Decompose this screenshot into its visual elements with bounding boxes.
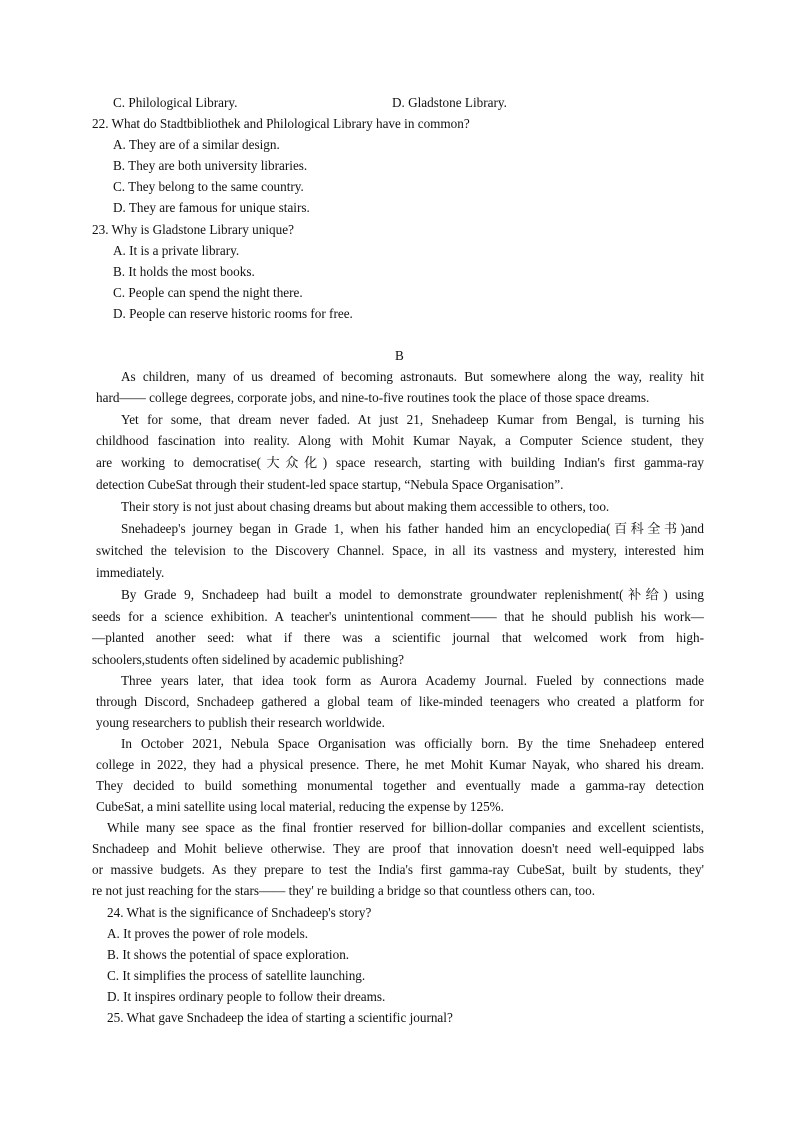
- passage-line: In October 2021, Nebula Space Organisation was officially born. By the time Snehadeep entered: [121, 736, 704, 751]
- answer-option: A. It proves the power of role models.: [107, 926, 309, 941]
- passage-line: hard—— college degrees, corporate jobs, and nine-to-five routines took the place of those space dreams.: [96, 390, 650, 405]
- passage-line: Yet for some, that dream never faded. At just 21, Snehadeep Kumar from Bengal, is turning his: [121, 412, 704, 427]
- answer-option: C. People can spend the night there.: [113, 284, 303, 300]
- passage-line: are working to democratise(大众化) space research, starting with building Indian's first gamma-ray: [96, 455, 704, 470]
- answer-option: C. They belong to the same country.: [113, 179, 304, 195]
- question-25: 25. What gave Snchadeep the idea of starting a scientific journal?: [107, 1010, 453, 1025]
- answer-option: B. It holds the most books.: [113, 263, 255, 279]
- passage-line: seeds for a science exhibition. A teacher's unintentional comment—— that he should publish his work—: [92, 609, 704, 624]
- passage-line: Their story is not just about chasing dreams but about making them accessible to others, too.: [121, 499, 610, 514]
- passage-line: young researchers to publish their research worldwide.: [96, 715, 385, 730]
- answer-option: D. It inspires ordinary people to follow their dreams.: [107, 989, 386, 1004]
- option-d: D. Gladstone Library.: [392, 95, 507, 110]
- passage-line: or massive budgets. As they prepare to test the India's first gamma-ray CubeSat, built by students, they': [92, 862, 704, 877]
- passage-line: switched the television to the Discovery Channel. Space, in all its vastness and mystery, interested him: [96, 543, 704, 558]
- passage-line: By Grade 9, Snchadeep had built a model to demonstrate groundwater replenishment(补给) using: [121, 587, 704, 602]
- answer-option: D. People can reserve historic rooms for free.: [113, 305, 353, 321]
- answer-option: B. It shows the potential of space exploration.: [107, 947, 350, 962]
- question-24: 24. What is the significance of Snchadeep's story?: [107, 905, 372, 920]
- passage-line: through Discord, Snchadeep gathered a global team of like-minded teenagers who created a platform for: [96, 694, 704, 709]
- passage-line: immediately.: [96, 565, 165, 580]
- passage-line: Three years later, that idea took form as Aurora Academy Journal. Fueled by connections made: [121, 673, 704, 688]
- answer-option: B. They are both university libraries.: [113, 158, 308, 174]
- passage-heading: B: [395, 348, 404, 363]
- answer-option: D. They are famous for unique stairs.: [113, 200, 310, 216]
- passage-line: Snchadeep and Mohit believe otherwise. They are proof that innovation doesn't need well-equipped labs: [92, 841, 704, 856]
- answer-option: C. It simplifies the process of satellite launching.: [107, 968, 366, 983]
- question-23: 23. Why is Gladstone Library unique?: [92, 221, 294, 237]
- passage-line: childhood fascination into reality. Along with Mohit Kumar Nayak, a Computer Science student, they: [96, 433, 704, 448]
- passage-line: Snehadeep's journey began in Grade 1, when his father handed him an encyclopedia(百科全书)and: [121, 521, 704, 536]
- passage-line: While many see space as the final frontier reserved for billion-dollar companies and excellent scientists,: [107, 820, 704, 835]
- question-22: 22. What do Stadtbibliothek and Philological Library have in common?: [92, 116, 470, 131]
- option-c: C. Philological Library.: [113, 95, 238, 110]
- passage-line: They decided to build something monumental together and eventually made a gamma-ray detection: [96, 778, 704, 793]
- passage-line: detection CubeSat through their student-led space startup, “Nebula Space Organisation”.: [96, 477, 564, 492]
- passage-line: college in 2022, they had a physical presence. There, he met Mohit Kumar Nayak, who shared his dream.: [96, 757, 704, 772]
- passage-line: As children, many of us dreamed of becoming astronauts. But somewhere along the way, reality hit: [121, 369, 704, 384]
- answer-option: A. They are of a similar design.: [113, 137, 280, 153]
- passage-line: re not just reaching for the stars—— they' re building a bridge so that countless others can, too.: [92, 883, 596, 898]
- passage-line: schoolers,students often sidelined by academic publishing?: [92, 652, 405, 667]
- passage-line: CubeSat, a mini satellite using local material, reducing the expense by 125%.: [96, 799, 504, 814]
- passage-line: —planted another seed: what if there was a scientific journal that welcomed work from high-: [92, 630, 704, 645]
- answer-option: A. It is a private library.: [113, 242, 240, 258]
